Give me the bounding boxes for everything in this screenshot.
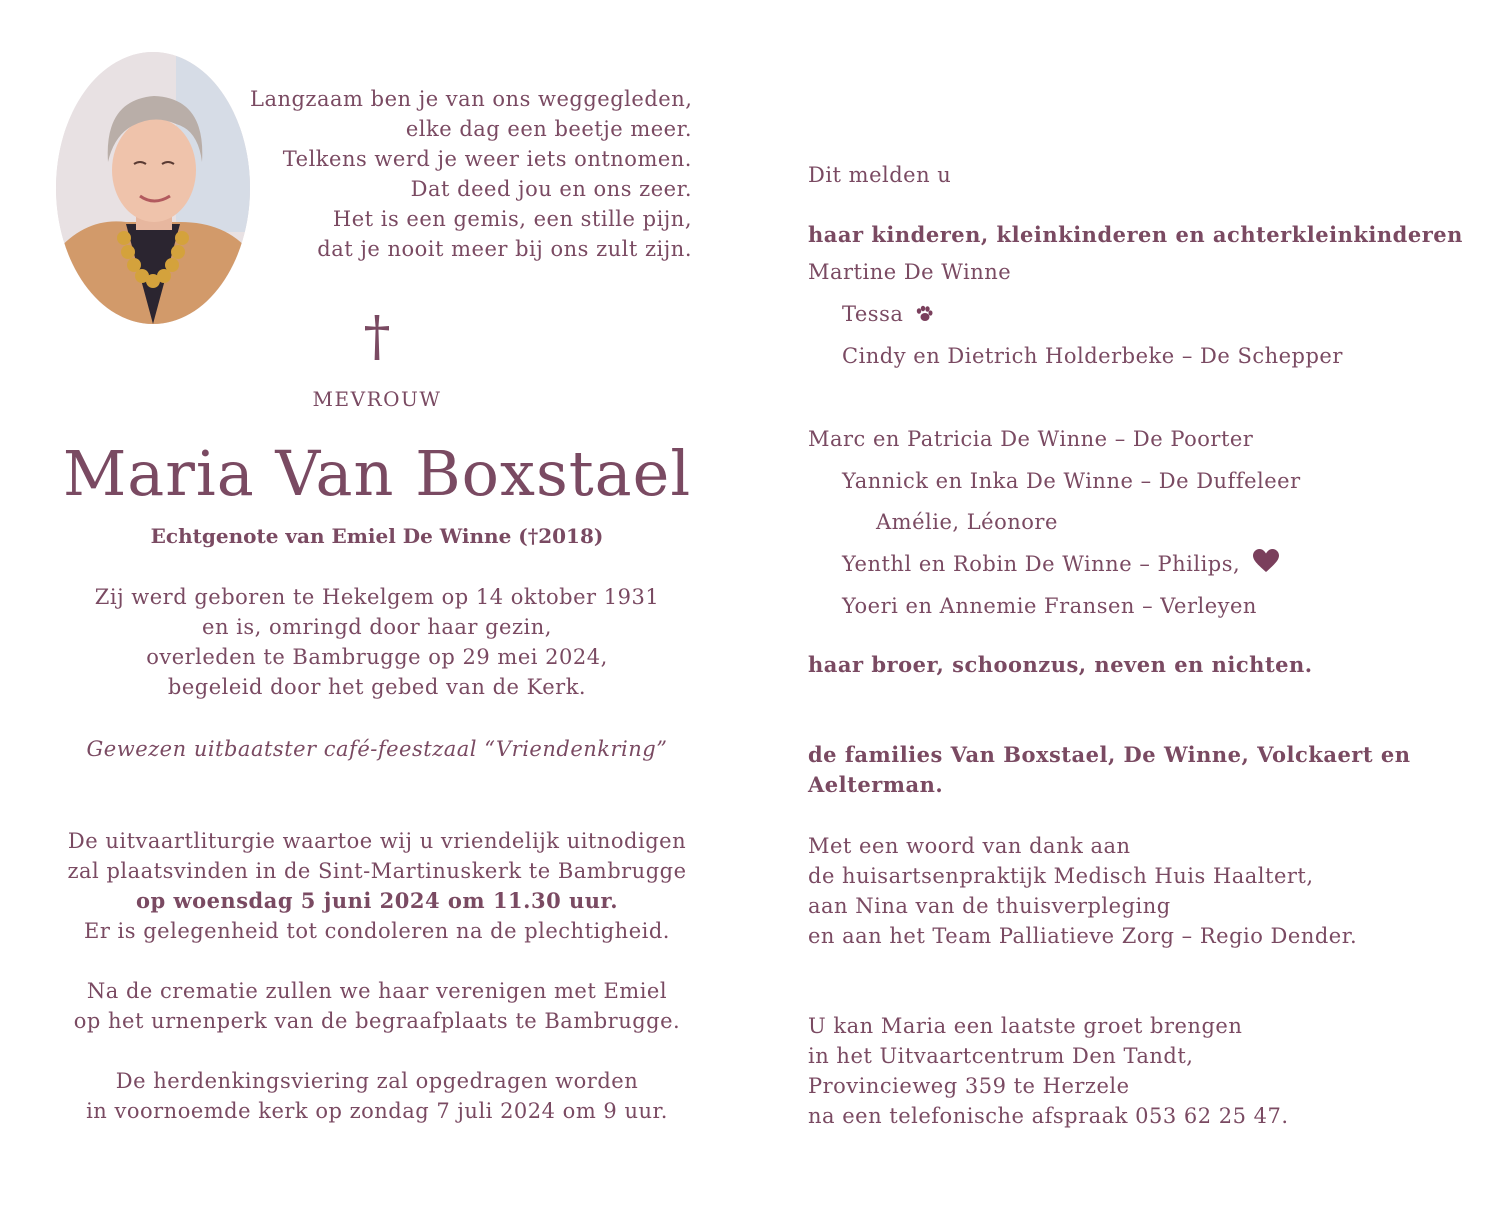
visit-line: Provincieweg 359 te Herzele — [808, 1074, 1130, 1098]
portrait-illustration — [56, 52, 250, 324]
memorial-block — [40, 1066, 714, 1126]
birth-line: en is, omringd door haar gezin, — [202, 615, 552, 639]
poem-line: elke dag een beetje meer. — [405, 117, 692, 141]
cremation-block — [40, 976, 714, 1036]
spouse-line: Echtgenote van Emiel De Winne (†2018) — [150, 524, 604, 548]
honorific: MEVROUW — [312, 387, 442, 411]
funeral-line: De uitvaartliturgie waartoe wij u vriendelijk uitnodigen — [67, 829, 687, 853]
birth-line: begeleid door het gebed van de Kerk. — [167, 675, 587, 699]
thanks-line: aan Nina van de thuisverpleging — [808, 894, 1171, 918]
poem-line: Het is een gemis, een stille pijn, — [332, 207, 692, 231]
memorial-line: in voornoemde kerk op zondag 7 juli 2024 om 9 uur. — [86, 1099, 668, 1123]
family2-child2 — [808, 549, 1509, 581]
announcement-intro: Dit melden u — [808, 163, 952, 187]
visit-block — [808, 1011, 1488, 1131]
visit-line: U kan Maria een laatste groet brengen — [808, 1014, 1243, 1038]
family2-child3: Yoeri en Annemie Fransen – Verleyen — [842, 594, 1257, 618]
family1-child1 — [808, 299, 1509, 331]
family2-parent: Marc en Patricia De Winne – De Poorter — [808, 427, 1254, 451]
thanks-line: Met een woord van dank aan — [808, 834, 1131, 858]
children-heading: haar kinderen, kleinkinderen en achterkleinkinderen — [808, 222, 1463, 247]
visit-line: in het Uitvaartcentrum Den Tandt, — [808, 1044, 1194, 1068]
poem — [250, 84, 692, 264]
portrait-photo — [56, 52, 250, 324]
thanks-block — [808, 831, 1488, 951]
memorial-line: De herdenkingsviering zal opgedragen worden — [115, 1069, 639, 1093]
cremation-line: Na de crematie zullen we haar verenigen met Emiel — [86, 979, 668, 1003]
poem-line: Dat deed jou en ons zeer. — [410, 177, 692, 201]
family2-child2-name: Yenthl en Robin De Winne – Philips, — [842, 552, 1241, 576]
family2-child1: Yannick en Inka De Winne – De Duffeleer — [842, 469, 1301, 493]
family1-parent: Martine De Winne — [808, 260, 1012, 284]
funeral-date: op woensdag 5 juni 2024 om 11.30 uur. — [135, 888, 619, 913]
deceased-name: Maria Van Boxstael — [62, 437, 692, 510]
poem-line: Telkens werd je weer iets ontnomen. — [282, 147, 692, 171]
cross-icon: † — [363, 305, 391, 368]
family2-grandchildren: Amélie, Léonore — [876, 510, 1058, 534]
heart-icon — [1253, 549, 1279, 581]
paw-icon — [915, 301, 933, 331]
thanks-line: en aan het Team Palliatieve Zorg – Regio Dender. — [808, 924, 1358, 948]
funeral-line: zal plaatsvinden in de Sint-Martinuskerk te Bambrugge — [67, 859, 687, 883]
funeral-line: Er is gelegenheid tot condoleren na de plechtigheid. — [84, 919, 670, 943]
funeral-block — [40, 826, 714, 946]
poem-line: Langzaam ben je van ons weggegleden, — [250, 87, 693, 111]
siblings-line: haar broer, schoonzus, neven en nichten. — [808, 652, 1313, 677]
family1-child2: Cindy en Dietrich Holderbeke – De Schepper — [842, 344, 1343, 368]
family1-child1-name: Tessa — [842, 302, 904, 326]
thanks-line: de huisartsenpraktijk Medisch Huis Haaltert, — [808, 864, 1314, 888]
cremation-line: op het urnenperk van de begraafplaats te Bambrugge. — [73, 1009, 681, 1033]
birth-line: Zij werd geboren te Hekelgem op 14 oktober 1931 — [94, 585, 660, 609]
poem-line: dat je nooit meer bij ons zult zijn. — [317, 237, 692, 261]
birth-death-block — [40, 582, 714, 702]
occupation: Gewezen uitbaatster café-feestzaal “Vriendenkring” — [86, 737, 668, 761]
birth-line: overleden te Bambrugge op 29 mei 2024, — [146, 645, 608, 669]
visit-line: na een telefonische afspraak 053 62 25 47. — [808, 1104, 1289, 1128]
families-line: de families Van Boxstael, De Winne, Volckaert en Aelterman. — [808, 742, 1411, 797]
